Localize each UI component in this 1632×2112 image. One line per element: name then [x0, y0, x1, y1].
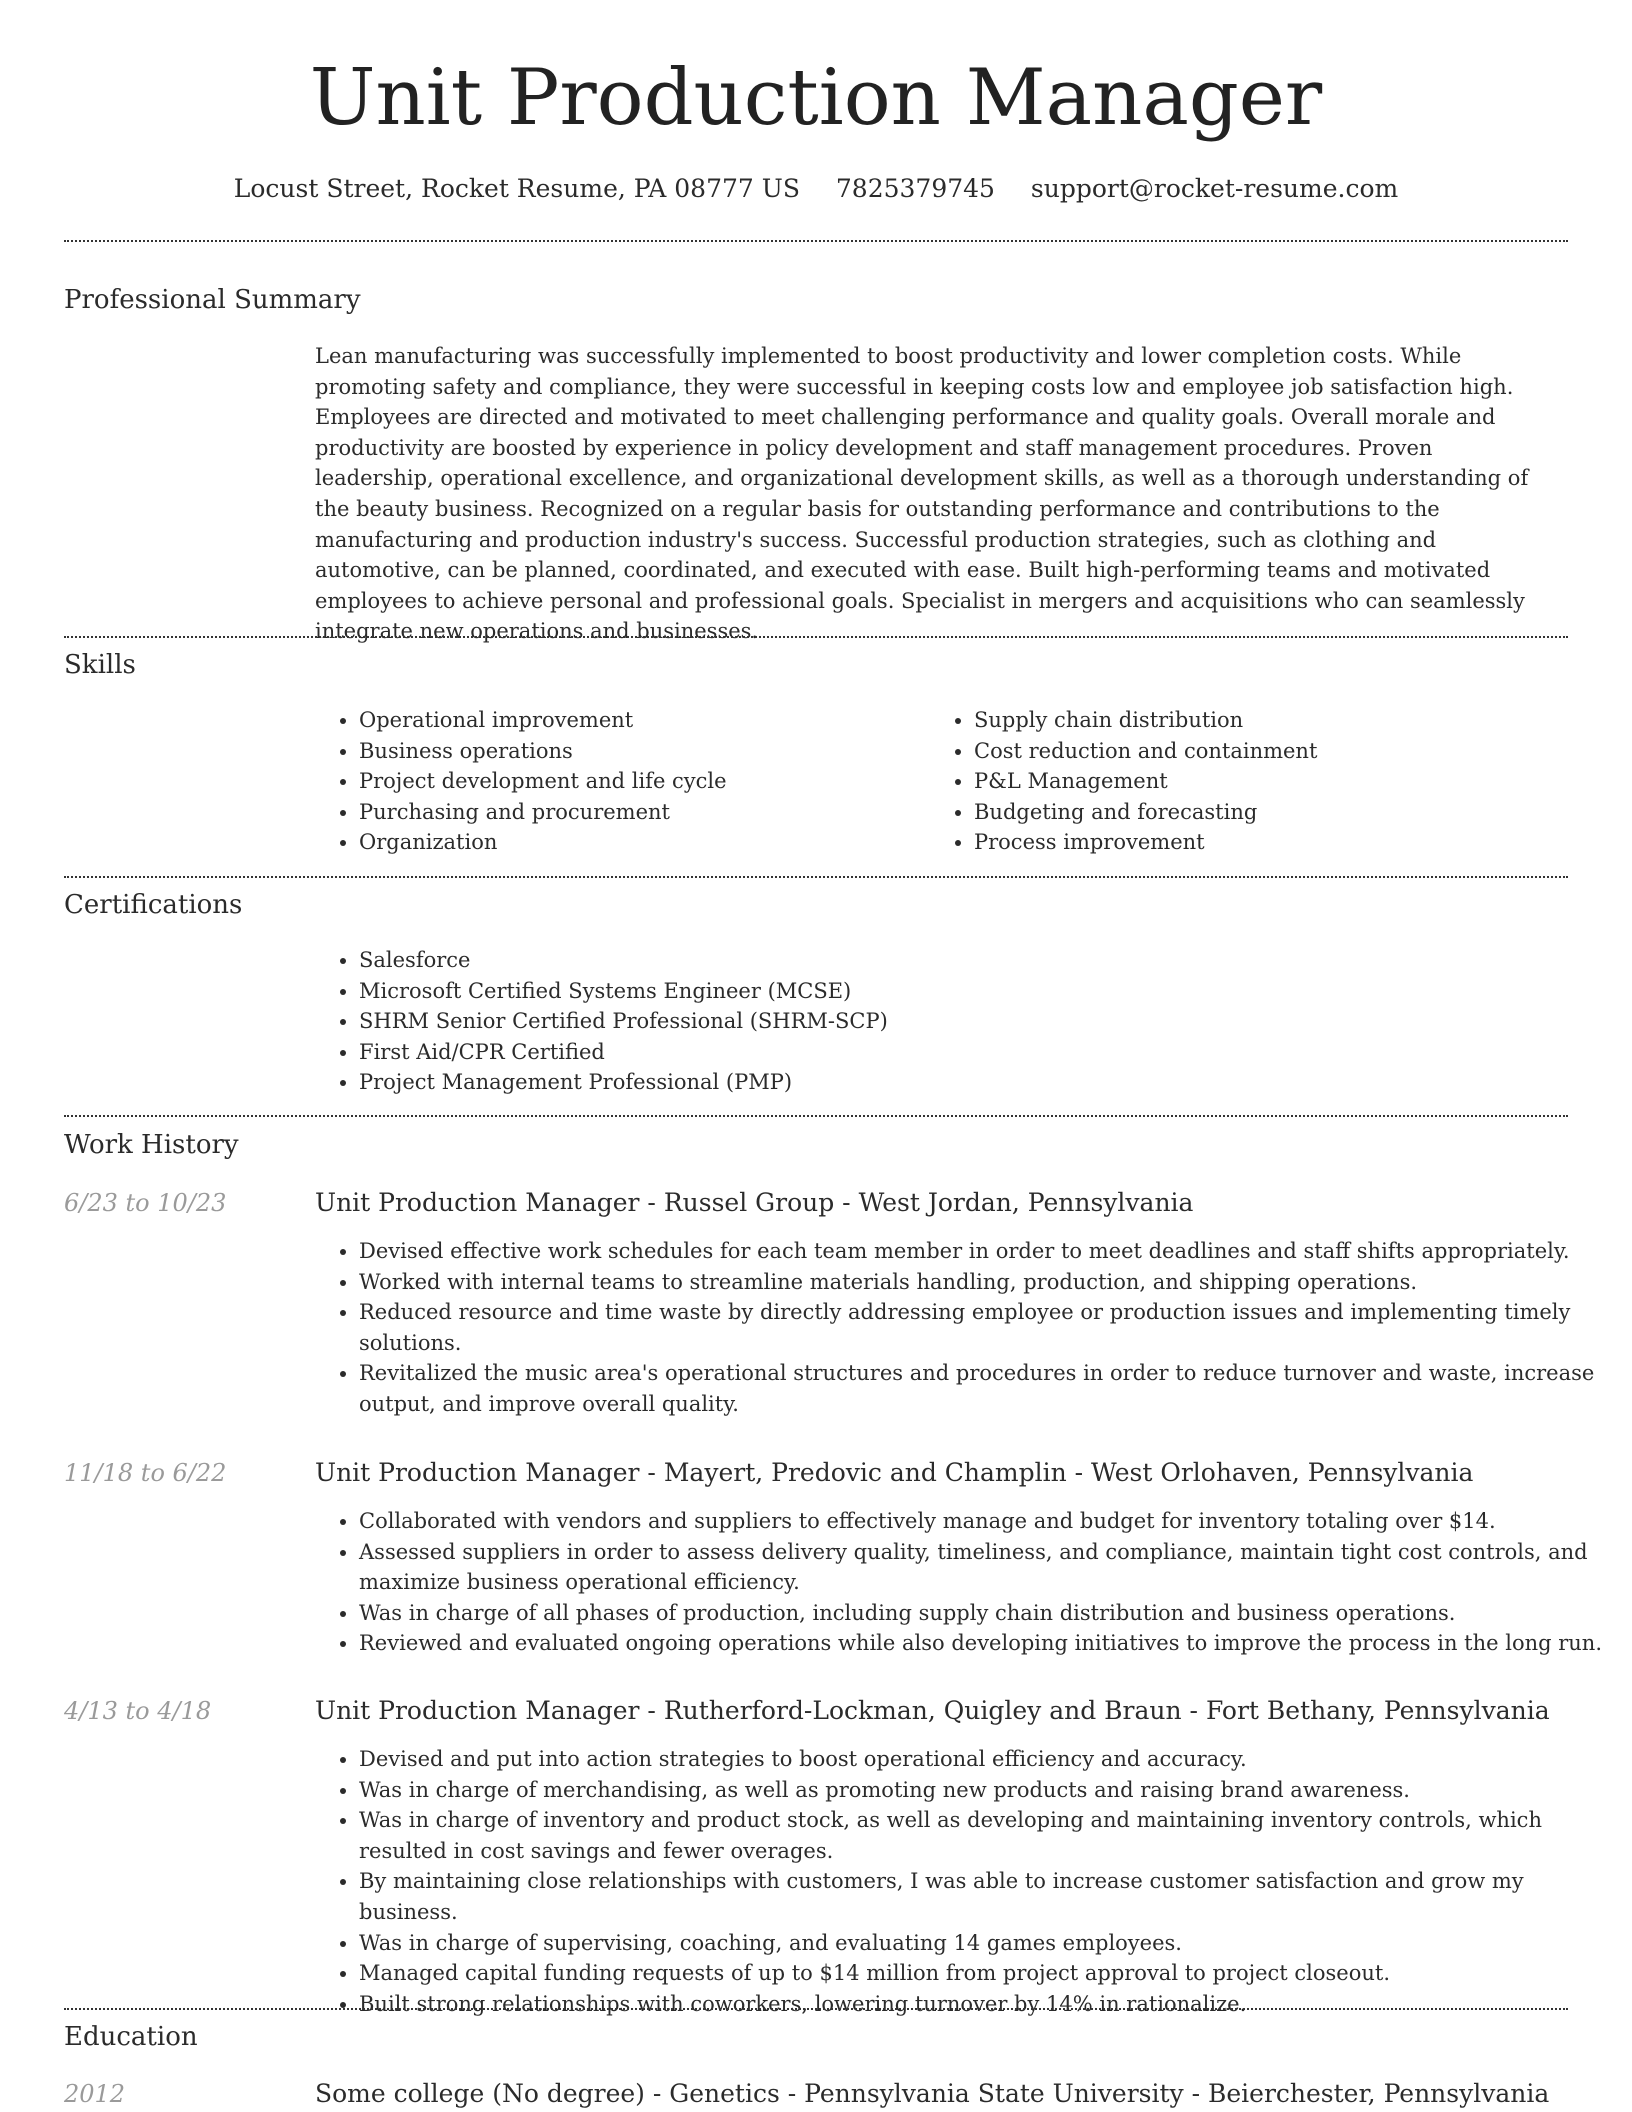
job-bullet: • Devised effective work schedules for each team member in order to meet deadlines and staff shifts appropriately. — [359, 1236, 1612, 1267]
resume-name: Unit Production Manager — [309, 53, 1323, 143]
skill-item: • P&L Management — [974, 766, 1574, 797]
section-divider — [64, 2008, 1568, 2010]
job-bullet: • Was in charge of inventory and product stock, as well as developing and maintaining inventory controls, which resulted in cost savings and fewer overages. — [359, 1805, 1612, 1866]
contact-address: Locust Street, Rocket Resume, PA 08777 US — [233, 174, 800, 203]
job-title: Unit Production Manager - Mayert, Predovic and Champlin - West Orlohaven, Pennsylvania — [315, 1458, 1474, 1487]
job-bullets — [315, 1744, 1612, 2019]
job-date: 6/23 to 10/23 — [64, 1189, 227, 1217]
job-bullet: • Reduced resource and time waste by directly addressing employee or production issues and implementing timely solutions. — [359, 1297, 1612, 1358]
job-bullet: • Was in charge of all phases of production, including supply chain distribution and business operations. — [359, 1598, 1612, 1629]
certification-item: • Project Management Professional (PMP) — [359, 1067, 1559, 1098]
skill-item: • Budgeting and forecasting — [974, 797, 1574, 828]
job-bullet: • By maintaining close relationships with customers, I was able to increase customer satisfaction and grow my business. — [359, 1866, 1612, 1927]
job-bullet: • Reviewed and evaluated ongoing operations while also developing initiatives to improve the process in the long run. — [359, 1628, 1612, 1659]
job-date: 4/13 to 4/18 — [64, 1697, 212, 1725]
section-divider — [64, 876, 1568, 878]
job-bullets — [315, 1236, 1612, 1420]
job-title: Unit Production Manager - Rutherford-Lockman, Quigley and Braun - Fort Bethany, Pennsylvania — [315, 1696, 1550, 1725]
certification-item: • Microsoft Certified Systems Engineer (MCSE) — [359, 976, 1559, 1007]
skills-list-right — [930, 705, 1574, 858]
contact-phone: 7825379745 — [835, 174, 995, 203]
job-title: Unit Production Manager - Russel Group - West Jordan, Pennsylvania — [315, 1188, 1194, 1217]
job-bullet: • Collaborated with vendors and suppliers to effectively manage and budget for inventory totaling over $14. — [359, 1506, 1612, 1537]
certification-item: • SHRM Senior Certified Professional (SHRM-SCP) — [359, 1006, 1559, 1037]
skill-item: • Purchasing and procurement — [359, 797, 919, 828]
job-bullet: • Was in charge of merchandising, as well as promoting new products and raising brand awareness. — [359, 1775, 1612, 1806]
skill-item: • Process improvement — [974, 827, 1574, 858]
education-heading: Education — [64, 2022, 198, 2052]
skill-item: • Cost reduction and containment — [974, 736, 1574, 767]
education-date: 2012 — [64, 2080, 126, 2108]
section-divider — [64, 240, 1568, 242]
job-bullets — [315, 1506, 1612, 1659]
skills-heading: Skills — [64, 650, 136, 680]
job-bullet: • Devised and put into action strategies to boost operational efficiency and accuracy. — [359, 1744, 1612, 1775]
skill-item: • Business operations — [359, 736, 919, 767]
summary-text: Lean manufacturing was successfully implemented to boost productivity and lower completion costs. While promoting safety and compliance, they were successful in keeping costs low and employee job satisfaction high. Employees are directed and motivated to meet challenging performance and quality goals. Overall morale and productivity are boosted by experience in policy development and staff management procedures. Proven leadership, operational excellence, and organizational development skills, as well as a thorough understanding of the beauty business. Recognized on a regular basis for outstanding performance and contributions to the manufacturing and production industry's success. Successful production strategies, such as clothing and automotive, can be planned, coordinated, and executed with ease. Built high-performing teams and motivated employees to achieve personal and professional goals. Specialist in mergers and acquisitions who can seamlessly integrate new operations and businesses. — [315, 344, 1529, 644]
summary-heading: Professional Summary — [64, 285, 361, 315]
work-history-heading: Work History — [64, 1130, 239, 1160]
certifications-heading: Certifications — [64, 890, 243, 920]
section-divider — [64, 1115, 1568, 1117]
skill-item: • Organization — [359, 827, 919, 858]
skill-item: • Operational improvement — [359, 705, 919, 736]
education-title: Some college (No degree) - Genetics - Pennsylvania State University - Beierchester, Pennsylvania — [315, 2079, 1550, 2108]
certification-item: • First Aid/CPR Certified — [359, 1037, 1559, 1068]
job-date: 11/18 to 6/22 — [64, 1459, 227, 1487]
job-bullet: • Worked with internal teams to streamline materials handling, production, and shipping operations. — [359, 1267, 1612, 1298]
certification-item: • Salesforce — [359, 945, 1559, 976]
section-divider — [64, 636, 1568, 638]
contact-email: support@rocket-resume.com — [1030, 174, 1399, 203]
job-bullet: • Was in charge of supervising, coaching, and evaluating 14 games employees. — [359, 1928, 1612, 1959]
job-bullet: • Built strong relationships with coworkers, lowering turnover by 14% in rationalize. — [359, 1989, 1612, 2020]
certifications-list — [315, 945, 1559, 1098]
job-bullet: • Managed capital funding requests of up to $14 million from project approval to project closeout. — [359, 1958, 1612, 1989]
skill-item: • Project development and life cycle — [359, 766, 919, 797]
job-bullet: • Assessed suppliers in order to assess delivery quality, timeliness, and compliance, maintain tight cost controls, and maximize business operational efficiency. — [359, 1537, 1612, 1598]
skill-item: • Supply chain distribution — [974, 705, 1574, 736]
job-bullet: • Revitalized the music area's operational structures and procedures in order to reduce turnover and waste, increase output, and improve overall quality. — [359, 1358, 1612, 1419]
skills-list-left — [315, 705, 919, 858]
contact-line — [64, 170, 1568, 208]
